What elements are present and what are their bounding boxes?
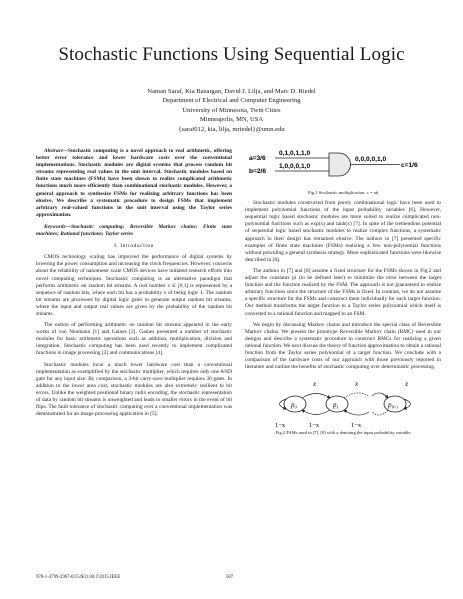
fsm-label-x-2: x [355,380,359,389]
fsm-label-1mx-2: 1−x [309,422,320,430]
fsm-state-0-label: $p_0$ [291,401,297,410]
transition-dots-n [372,393,388,398]
output-c-label: c=1/6 [401,162,418,169]
section-heading-introduction: I. Introduction [114,243,154,250]
input-b-bits: 1,0,0,0,1,0 [279,163,311,170]
footer-isbn: 978-1-4799-2967-0/15/$31.00 ©2015 IEEE [36,575,121,580]
right-paragraph-1: Stochastic modules constructed from purely combinational logic have been used to implement polynomial functions of the input probability variables [6]. However, sequential logic based stochastic modules are more suited to realize complicated non-polynomial functions such as exp(x) and tanh(x) [7]. In spite of the tremendous potential of sequential logic based stochastic modules to realize complex functions, a systematic approach to their design has remained elusive. The authors in [7] presented specific examples of finite state machines (FSMs) realizing a few non-polynomial functions without providing a general synthesis strategy. More sophisticated functions were likewise described in [8]. [245,200,441,263]
right-paragraph-2: The authors in [7] and [8] assume a fixed structure for the FSMs shown in Fig.2 and adjust the constants pi (to be defined later) to minimize the error between the target function and the function realized by the FSM. The approach is not guaranteed to realize arbitrary functions since the structure of the FSMs is fixed. In contrast, we do not assume a specific structure for the FSMs and construct them individually for each target function. Our method transforms the target function to a Taylor series polynomial which itself is converted to a rational function and mapped to an FSM. [245,267,441,317]
fsm-state-n-1-label: $p_{N-1}$ [388,401,399,410]
author-city: Minneapolis, MN, USA [199,116,264,124]
abstract-text: —Stochastic computing is a novel approach to real arithmetic, offering better error tolerance and lower hardware costs over the conventional implementations. Stochastic modules are digital systems that process random bit streams representing real values in the unit interval. Stochastic modules based on finite state machines (FSMs) have been shown to realize complicated arithmetic functions much more efficiently than combinational stochastic modules. However, a general approach to synthesize FSMs for realizing arbitrary functions has been elusive. We describe a systematic procedure to design FSMs that implement arbitrary real-valued functions in the unit interval using the Taylor series approximation. [36,148,232,218]
right-paragraph-3: We begin by discussing Markov chains and introduce the special class of Reversible Markov chains. We present the prototype Reversible Markov chain (RMC) used in our designs and describe a systematic procedure to construct RMCs for realizing a given rational function. We next discuss the theory of function approximation to obtain a rational function from the Taylor series polynomial of a target function. We conclude with a comparison of the hardware costs of our approach with those previously reported in literature and outline the benefits of stochastic computing over deterministic processing. [245,321,441,371]
intro-paragraph-2: The notion of performing arithmetic on random bit streams appeared in the early works of von Neumann [1] and Gaines [2]. Gaines presented a number of stochastic modules for basic arithmetic operations such as addition, multiplication, division and integration. Stochastic computing has been used recently to implement complicated functions in image processing [3] and communications [4]. [36,322,232,357]
output-bits: 0,0,0,0,1,0 [355,156,387,163]
author-names: Naman Saraf, Kia Bazargan, David J. Lilja, and Marc D. Riedel [147,88,316,95]
fsm-label-x-1: x [313,380,317,389]
transition-0-1 [302,394,330,399]
transition-dots-1 [344,410,369,415]
figure-2 [245,377,441,429]
transition-n-dots [372,410,388,415]
figure-2-caption: Fig.2 FSMs used in [7], [8] with x denoting the input probability variable [275,430,411,436]
author-university: University of Minnesota, Twin Cities [182,106,281,114]
and-gate-diagram [245,148,441,188]
figure-1-caption: Fig.1 Stochastic multiplication, c = ab [307,190,379,195]
author-emails: {saraf012, kia, lilja, mriedel}@umn.edu [178,125,285,133]
input-b-label: b=2/6 [249,168,267,175]
fsm-label-1mx-3: 1−x [351,422,362,430]
input-a-bits: 0,1,0,1,1,0 [279,150,311,157]
left-column [36,148,232,422]
fsm-state-1-label: $p_1$ [333,401,339,410]
keywords: Keywords—Stochastic computing; Reversible Markov chains; Finite state machines; Rational functions; Taylor series [36,223,232,238]
abstract [36,148,232,219]
abstract-label: Abstract [44,148,63,154]
author-department: Department of Electrical and Computer Engineering [162,97,301,105]
footer-page-number: 507 [226,575,234,580]
fsm-label-1mx-1: 1−x [275,422,286,430]
transition-1-dots [344,393,369,398]
input-a-label: a=3/6 [249,155,266,162]
fsm-diagram [245,377,441,429]
figure-1 [245,148,441,188]
fsm-label-x-3: x [405,380,409,389]
and-gate-icon [329,153,351,176]
intro-paragraph-1: CMOS technology scaling has improved the performance of digital systems by lowering the power consumption and increasing the clock frequencies. However, concerns about the reliability of nanometer scale CMOS devices have initiated research efforts into novel computing techniques. Stochastic computing is an alternative paradigm that performs arithmetic on random bit streams. A real number x ∈ [0,1] is represented by a sequence of random bits, where each bit has a probability x of being logic 1. The random bit streams are processed by digital logic gates to generate output random bit streams, where the input and output real values are given by the probability of the random bit streams. [36,254,232,317]
right-column [245,148,441,440]
intro-paragraph-3: Stochastic modules incur a much lower hardware cost than a conventional implementation as exemplified by the stochastic multiplier, which requires only one AND gate for any input size. By comparison, a 3-bit carry-save multiplier requires 30 gates. In addition to the lower area cost, stochastic modules are also extremely resilient to bit errors. Unlike the weighted positional binary radix encoding, the stochastic representation of data by random bit streams is unweighted and leads to smaller errors in the event of bit flips. The fault tolerance of stochastic computing over a conventional implementation was demonstrated for an image processing application in [5]. [36,361,232,418]
paper-title: Stochastic Functions Using Sequential Logic [58,44,405,65]
author-block [0,87,463,134]
transition-1-0 [302,410,330,415]
